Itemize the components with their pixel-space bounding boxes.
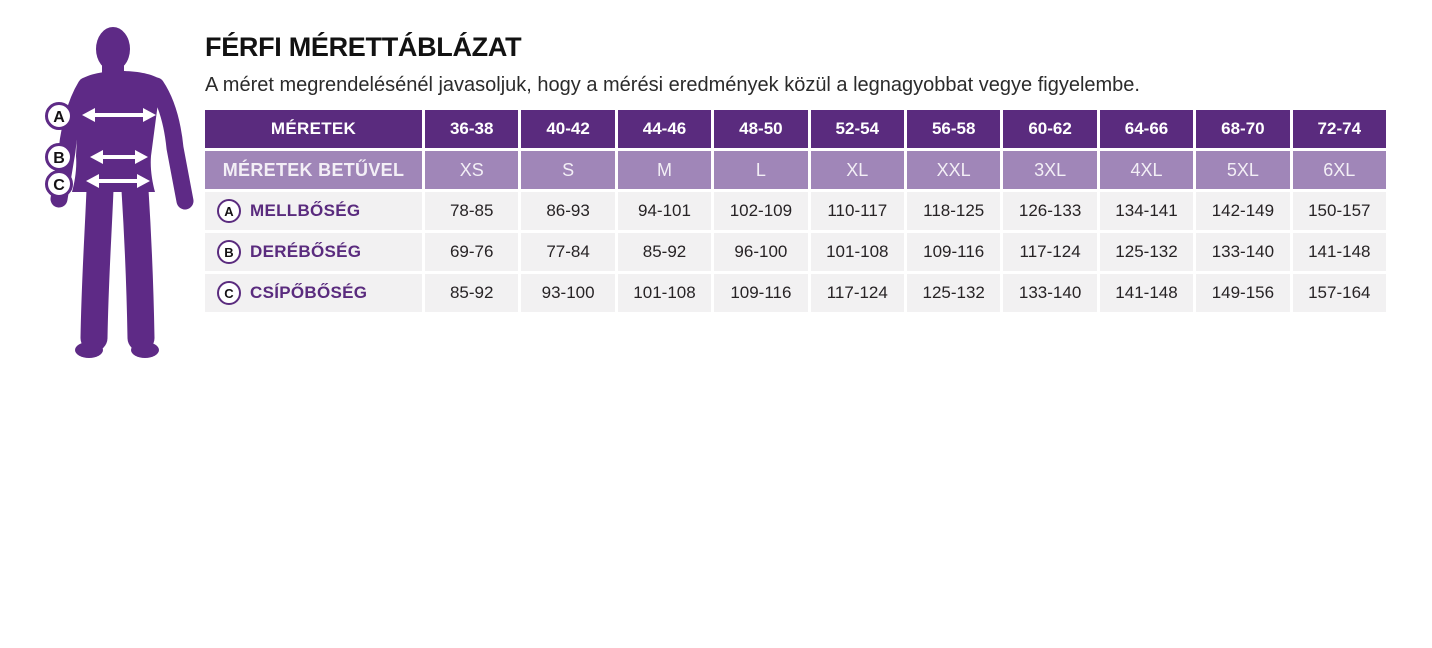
marker-badge-c: C bbox=[217, 281, 241, 305]
marker-letter-a: A bbox=[53, 109, 65, 126]
header-size-cell: 68-70 bbox=[1196, 110, 1289, 148]
male-silhouette bbox=[59, 27, 185, 358]
male-silhouette-graphic bbox=[44, 18, 206, 366]
page-subtitle: A méret megrendelésénél javasoljuk, hogy a mérési eredmények közül a legnagyobbat vegye figyelembe. bbox=[205, 73, 1140, 96]
marker-badge-b: B bbox=[217, 240, 241, 264]
value-cell: 125-132 bbox=[907, 274, 1000, 312]
marker-letter-b: B bbox=[53, 150, 65, 167]
value-cell: 77-84 bbox=[521, 233, 614, 271]
value-cell: 102-109 bbox=[714, 192, 807, 230]
value-cell: 109-116 bbox=[714, 274, 807, 312]
letter-size-cell: 3XL bbox=[1003, 151, 1096, 189]
value-cell: 101-108 bbox=[618, 274, 711, 312]
value-cell: 94-101 bbox=[618, 192, 711, 230]
row-label-text: DERÉBŐSÉG bbox=[250, 242, 362, 261]
value-cell: 85-92 bbox=[425, 274, 518, 312]
letter-size-cell: 4XL bbox=[1100, 151, 1193, 189]
header-size-cell: 64-66 bbox=[1100, 110, 1193, 148]
value-cell: 141-148 bbox=[1293, 233, 1386, 271]
value-cell: 118-125 bbox=[907, 192, 1000, 230]
header-size-cell: 60-62 bbox=[1003, 110, 1096, 148]
value-cell: 85-92 bbox=[618, 233, 711, 271]
value-cell: 142-149 bbox=[1196, 192, 1289, 230]
row-label-text: CSÍPŐBŐSÉG bbox=[250, 283, 368, 302]
value-cell: 86-93 bbox=[521, 192, 614, 230]
marker-circle-b bbox=[47, 145, 72, 170]
header-size-cell: 56-58 bbox=[907, 110, 1000, 148]
row-label-dereboseg bbox=[205, 233, 422, 271]
body-measurement-figure bbox=[44, 18, 206, 366]
letter-size-cell: XL bbox=[811, 151, 904, 189]
header-cell-meretek: MÉRETEK bbox=[205, 110, 422, 148]
value-cell: 78-85 bbox=[425, 192, 518, 230]
value-cell: 96-100 bbox=[714, 233, 807, 271]
value-cell: 134-141 bbox=[1100, 192, 1193, 230]
value-cell: 117-124 bbox=[811, 274, 904, 312]
letter-size-cell: XS bbox=[425, 151, 518, 189]
header-cell-meretek-betuvel: MÉRETEK BETŰVEL bbox=[205, 151, 422, 189]
letter-size-cell: L bbox=[714, 151, 807, 189]
letter-size-cell: 5XL bbox=[1196, 151, 1289, 189]
value-cell: 141-148 bbox=[1100, 274, 1193, 312]
marker-badge-a: A bbox=[217, 199, 241, 223]
heading-block bbox=[205, 33, 1385, 97]
letter-size-cell: XXL bbox=[907, 151, 1000, 189]
value-cell: 133-140 bbox=[1003, 274, 1096, 312]
letter-size-cell: S bbox=[521, 151, 614, 189]
value-cell: 101-108 bbox=[811, 233, 904, 271]
header-size-cell: 52-54 bbox=[811, 110, 904, 148]
row-label-text: MELLBŐSÉG bbox=[250, 201, 361, 220]
marker-circle-a bbox=[47, 104, 72, 129]
value-cell: 133-140 bbox=[1196, 233, 1289, 271]
value-cell: 93-100 bbox=[521, 274, 614, 312]
page-title: FÉRFI MÉRETTÁBLÁZAT bbox=[205, 32, 522, 62]
value-cell: 150-157 bbox=[1293, 192, 1386, 230]
value-cell: 125-132 bbox=[1100, 233, 1193, 271]
value-cell: 157-164 bbox=[1293, 274, 1386, 312]
marker-circle-c bbox=[47, 172, 72, 197]
row-label-csipoboseg bbox=[205, 274, 422, 312]
value-cell: 149-156 bbox=[1196, 274, 1289, 312]
header-size-cell: 48-50 bbox=[714, 110, 807, 148]
marker-letter-c: C bbox=[53, 177, 65, 194]
value-cell: 69-76 bbox=[425, 233, 518, 271]
value-cell: 109-116 bbox=[907, 233, 1000, 271]
figure-markers bbox=[47, 104, 72, 197]
size-table bbox=[205, 110, 1386, 312]
header-size-cell: 36-38 bbox=[425, 110, 518, 148]
value-cell: 126-133 bbox=[1003, 192, 1096, 230]
letter-size-cell: M bbox=[618, 151, 711, 189]
letter-size-cell: 6XL bbox=[1293, 151, 1386, 189]
header-size-cell: 72-74 bbox=[1293, 110, 1386, 148]
header-size-cell: 40-42 bbox=[521, 110, 614, 148]
value-cell: 110-117 bbox=[811, 192, 904, 230]
header-size-cell: 44-46 bbox=[618, 110, 711, 148]
row-label-mellboseg bbox=[205, 192, 422, 230]
value-cell: 117-124 bbox=[1003, 233, 1096, 271]
